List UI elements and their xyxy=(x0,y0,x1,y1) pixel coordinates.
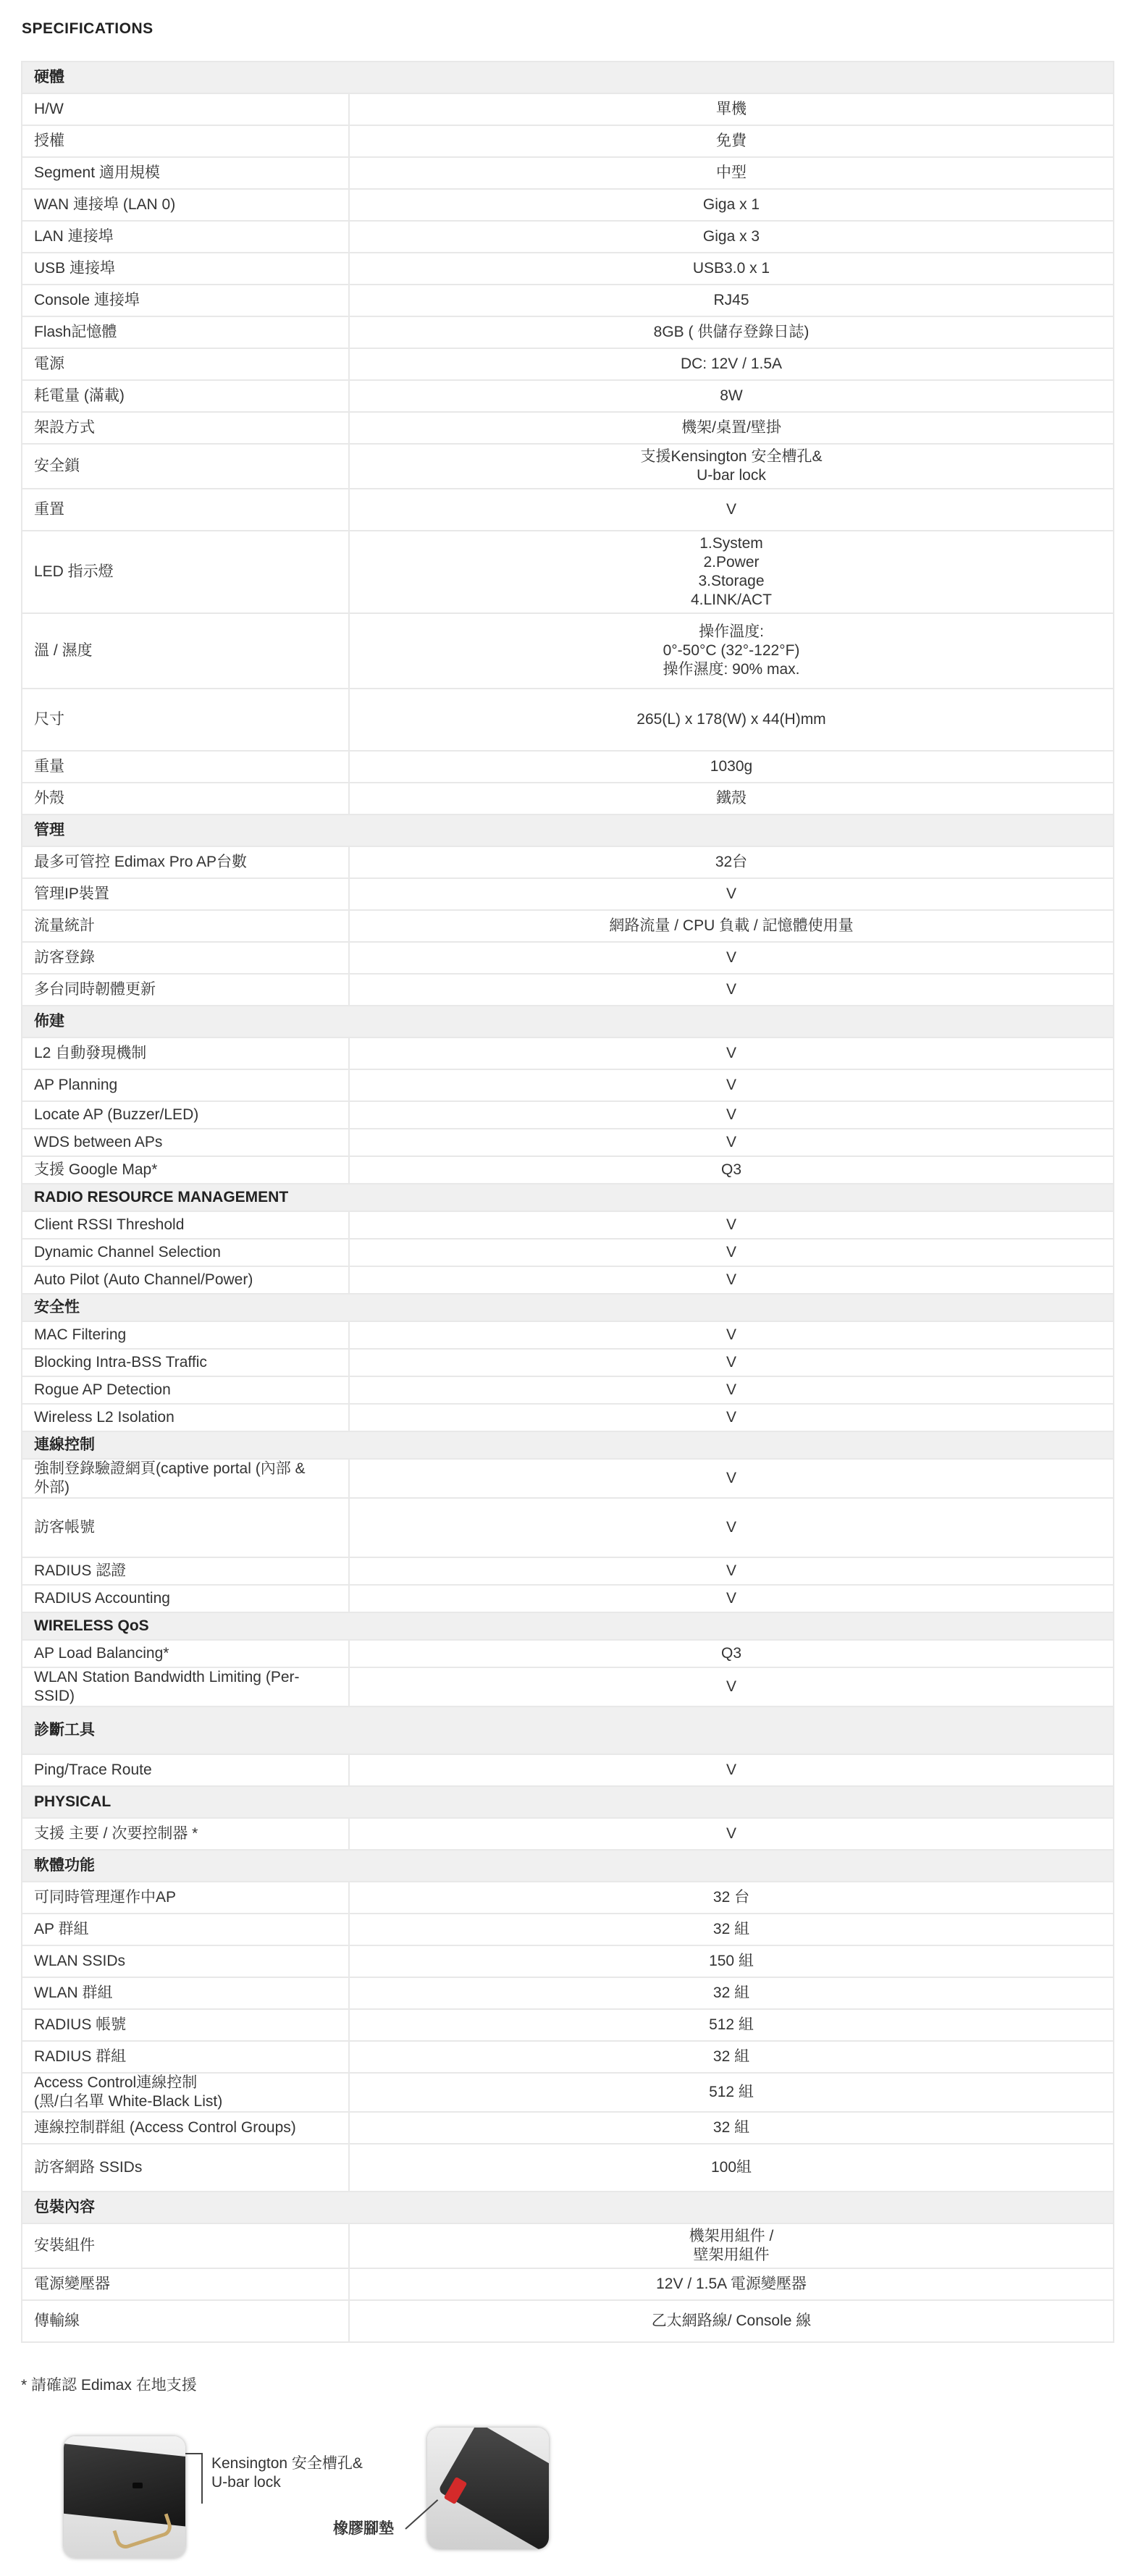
spec-row xyxy=(22,444,1114,489)
spec-row xyxy=(22,878,1114,910)
spec-label: 安裝組件 xyxy=(22,2223,349,2268)
spec-row xyxy=(22,93,1114,125)
spec-value: USB3.0 x 1 xyxy=(349,253,1114,285)
spec-label: Auto Pilot (Auto Channel/Power) xyxy=(22,1266,349,1294)
spec-value: 100組 xyxy=(349,2144,1114,2192)
spec-row xyxy=(22,348,1114,380)
spec-value: V xyxy=(349,1585,1114,1612)
spec-value: V xyxy=(349,1239,1114,1266)
spec-value: V xyxy=(349,1266,1114,1294)
spec-value: V xyxy=(349,1101,1114,1129)
callout-line xyxy=(185,2453,203,2454)
spec-value: 1.System 2.Power 3.Storage 4.LINK/ACT xyxy=(349,531,1114,613)
spec-value: V xyxy=(349,1754,1114,1786)
spec-label: WLAN Station Bandwidth Limiting (Per- SSID) xyxy=(22,1667,349,1706)
spec-label: 連線控制群組 (Access Control Groups) xyxy=(22,2112,349,2144)
spec-value: V xyxy=(349,1321,1114,1349)
callout-line xyxy=(201,2453,203,2504)
spec-label: 管理IP裝置 xyxy=(22,878,349,910)
spec-row xyxy=(22,1156,1114,1184)
spec-label: 尺寸 xyxy=(22,689,349,751)
section-header xyxy=(22,62,1114,93)
spec-row xyxy=(22,1321,1114,1349)
spec-label: AP Load Balancing* xyxy=(22,1640,349,1667)
spec-value: 1030g xyxy=(349,751,1114,783)
rubber-foot-photo xyxy=(427,2428,549,2549)
spec-value: 免費 xyxy=(349,125,1114,157)
spec-row xyxy=(22,253,1114,285)
spec-value: V xyxy=(349,1349,1114,1376)
spec-value: 中型 xyxy=(349,157,1114,189)
spec-label: RADIUS 群組 xyxy=(22,2041,349,2073)
spec-row xyxy=(22,412,1114,444)
spec-value: V xyxy=(349,1404,1114,1431)
spec-label: WLAN SSIDs xyxy=(22,1945,349,1977)
spec-value: Giga x 1 xyxy=(349,189,1114,221)
section-label: RADIO RESOURCE MANAGEMENT xyxy=(22,1184,1114,1211)
spec-row xyxy=(22,1754,1114,1786)
spec-value: V xyxy=(349,1459,1114,1498)
spec-value: V xyxy=(349,1818,1114,1850)
spec-value: V xyxy=(349,1376,1114,1404)
spec-label: 重置 xyxy=(22,489,349,531)
spec-row xyxy=(22,2223,1114,2268)
spec-label: RADIUS 帳號 xyxy=(22,2009,349,2041)
section-header xyxy=(22,1431,1114,1459)
spec-label: L2 自動發現機制 xyxy=(22,1037,349,1069)
spec-value: V xyxy=(349,1129,1114,1156)
spec-row xyxy=(22,2009,1114,2041)
spec-label: AP 群組 xyxy=(22,1914,349,1945)
page-title: SPECIFICATIONS xyxy=(22,20,154,37)
spec-label: Console 連接埠 xyxy=(22,285,349,316)
section-label: 連線控制 xyxy=(22,1431,1114,1459)
kensington-lock-photo xyxy=(64,2436,185,2558)
spec-label: 訪客網路 SSIDs xyxy=(22,2144,349,2192)
spec-value: V xyxy=(349,974,1114,1006)
spec-row xyxy=(22,1404,1114,1431)
spec-label: RADIUS 認證 xyxy=(22,1557,349,1585)
spec-row xyxy=(22,1498,1114,1557)
spec-value: Q3 xyxy=(349,1640,1114,1667)
spec-row xyxy=(22,2073,1114,2112)
spec-row xyxy=(22,2300,1114,2342)
spec-row xyxy=(22,316,1114,348)
spec-value: V xyxy=(349,1037,1114,1069)
spec-value: V xyxy=(349,489,1114,531)
section-header xyxy=(22,815,1114,846)
section-header xyxy=(22,1706,1114,1754)
spec-row xyxy=(22,1349,1114,1376)
spec-value: 網路流量 / CPU 負載 / 記憶體使用量 xyxy=(349,910,1114,942)
spec-label: WDS between APs xyxy=(22,1129,349,1156)
section-header xyxy=(22,1184,1114,1211)
spec-row xyxy=(22,1266,1114,1294)
section-label: 管理 xyxy=(22,815,1114,846)
spec-value: 32台 xyxy=(349,846,1114,878)
section-label: 診斷工具 xyxy=(22,1706,1114,1754)
spec-label: 流量統計 xyxy=(22,910,349,942)
spec-label: 電源變壓器 xyxy=(22,2268,349,2300)
spec-label: Ping/Trace Route xyxy=(22,1754,349,1786)
spec-value: RJ45 xyxy=(349,285,1114,316)
section-header xyxy=(22,1294,1114,1321)
spec-value: 512 組 xyxy=(349,2073,1114,2112)
rubber-foot-callout-label: 橡膠腳墊 xyxy=(333,2520,394,2537)
spec-value: 單機 xyxy=(349,93,1114,125)
spec-row xyxy=(22,1882,1114,1914)
spec-label: 可同時管理運作中AP xyxy=(22,1882,349,1914)
spec-value: 32 組 xyxy=(349,2112,1114,2144)
section-header xyxy=(22,1786,1114,1818)
spec-row xyxy=(22,1667,1114,1706)
spec-row xyxy=(22,531,1114,613)
spec-value: 32 台 xyxy=(349,1882,1114,1914)
spec-row xyxy=(22,1239,1114,1266)
spec-label: Segment 適用規模 xyxy=(22,157,349,189)
spec-label: 授權 xyxy=(22,125,349,157)
spec-label: WLAN 群組 xyxy=(22,1977,349,2009)
spec-label: 傳輸線 xyxy=(22,2300,349,2342)
spec-label: 耗電量 (滿載) xyxy=(22,380,349,412)
spec-row xyxy=(22,1977,1114,2009)
section-label: 包裝內容 xyxy=(22,2192,1114,2223)
spec-value: 操作溫度: 0°-50°C (32°-122°F) 操作濕度: 90% max. xyxy=(349,613,1114,689)
spec-label: 重量 xyxy=(22,751,349,783)
spec-row xyxy=(22,2112,1114,2144)
spec-row xyxy=(22,974,1114,1006)
spec-value: V xyxy=(349,1069,1114,1101)
spec-label: LED 指示燈 xyxy=(22,531,349,613)
spec-value: 8W xyxy=(349,380,1114,412)
footnote: * 請確認 Edimax 在地支援 xyxy=(21,2377,197,2394)
spec-row xyxy=(22,1914,1114,1945)
spec-value: 265(L) x 178(W) x 44(H)mm xyxy=(349,689,1114,751)
spec-row xyxy=(22,489,1114,531)
spec-value: 32 組 xyxy=(349,1977,1114,2009)
spec-label: 最多可管控 Edimax Pro AP台數 xyxy=(22,846,349,878)
spec-label: WAN 連接埠 (LAN 0) xyxy=(22,189,349,221)
spec-label: 支援 主要 / 次要控制器 * xyxy=(22,1818,349,1850)
spec-label: 強制登錄驗證網頁(captive portal (內部 & 外部) xyxy=(22,1459,349,1498)
section-header xyxy=(22,1850,1114,1882)
spec-label: Dynamic Channel Selection xyxy=(22,1239,349,1266)
spec-value: 512 組 xyxy=(349,2009,1114,2041)
spec-label: MAC Filtering xyxy=(22,1321,349,1349)
spec-row xyxy=(22,285,1114,316)
section-label: 軟體功能 xyxy=(22,1850,1114,1882)
spec-row xyxy=(22,2041,1114,2073)
spec-value: 機架用組件 / 壁架用組件 xyxy=(349,2223,1114,2268)
spec-label: Access Control連線控制 (黑/白名單 White-Black List) xyxy=(22,2073,349,2112)
spec-value: 12V / 1.5A 電源變壓器 xyxy=(349,2268,1114,2300)
spec-value: DC: 12V / 1.5A xyxy=(349,348,1114,380)
spec-label: 電源 xyxy=(22,348,349,380)
spec-row xyxy=(22,2268,1114,2300)
spec-value: V xyxy=(349,1498,1114,1557)
spec-row xyxy=(22,1640,1114,1667)
spec-label: 溫 / 濕度 xyxy=(22,613,349,689)
section-label: 安全性 xyxy=(22,1294,1114,1321)
spec-label: 支援 Google Map* xyxy=(22,1156,349,1184)
spec-value: V xyxy=(349,878,1114,910)
section-header xyxy=(22,2192,1114,2223)
section-label: WIRELESS QoS xyxy=(22,1612,1114,1640)
spec-label: Wireless L2 Isolation xyxy=(22,1404,349,1431)
spec-row xyxy=(22,189,1114,221)
spec-row xyxy=(22,1037,1114,1069)
spec-row xyxy=(22,910,1114,942)
spec-label: Blocking Intra-BSS Traffic xyxy=(22,1349,349,1376)
spec-row xyxy=(22,1585,1114,1612)
spec-row xyxy=(22,1211,1114,1239)
section-label: 硬體 xyxy=(22,62,1114,93)
spec-label: 安全鎖 xyxy=(22,444,349,489)
kensington-callout-label: Kensington 安全槽孔& U-bar lock xyxy=(211,2455,363,2491)
spec-value: 32 組 xyxy=(349,1914,1114,1945)
spec-value: Q3 xyxy=(349,1156,1114,1184)
spec-row xyxy=(22,380,1114,412)
spec-value: 支援Kensington 安全槽孔& U-bar lock xyxy=(349,444,1114,489)
spec-row xyxy=(22,1069,1114,1101)
spec-row xyxy=(22,221,1114,253)
spec-label: 外殼 xyxy=(22,783,349,815)
spec-value: Giga x 3 xyxy=(349,221,1114,253)
spec-row xyxy=(22,613,1114,689)
spec-row xyxy=(22,783,1114,815)
spec-value: 150 組 xyxy=(349,1945,1114,1977)
spec-row xyxy=(22,1376,1114,1404)
section-label: 佈建 xyxy=(22,1006,1114,1037)
spec-row xyxy=(22,1101,1114,1129)
spec-label: 多台同時韌體更新 xyxy=(22,974,349,1006)
spec-label: Client RSSI Threshold xyxy=(22,1211,349,1239)
spec-label: Locate AP (Buzzer/LED) xyxy=(22,1101,349,1129)
section-label: PHYSICAL xyxy=(22,1786,1114,1818)
spec-row xyxy=(22,942,1114,974)
spec-row xyxy=(22,125,1114,157)
spec-value: 機架/桌置/壁掛 xyxy=(349,412,1114,444)
spec-value: V xyxy=(349,1667,1114,1706)
section-header xyxy=(22,1006,1114,1037)
spec-label: 訪客帳號 xyxy=(22,1498,349,1557)
spec-row xyxy=(22,1557,1114,1585)
spec-label: H/W xyxy=(22,93,349,125)
spec-row xyxy=(22,1129,1114,1156)
spec-value: V xyxy=(349,1211,1114,1239)
spec-value: V xyxy=(349,1557,1114,1585)
spec-value: 32 組 xyxy=(349,2041,1114,2073)
spec-label: Flash記憶體 xyxy=(22,316,349,348)
spec-label: LAN 連接埠 xyxy=(22,221,349,253)
spec-label: Rogue AP Detection xyxy=(22,1376,349,1404)
spec-label: AP Planning xyxy=(22,1069,349,1101)
section-header xyxy=(22,1612,1114,1640)
spec-row xyxy=(22,846,1114,878)
spec-value: 乙太網路線/ Console 線 xyxy=(349,2300,1114,2342)
spec-row xyxy=(22,751,1114,783)
spec-label: 訪客登錄 xyxy=(22,942,349,974)
spec-row xyxy=(22,157,1114,189)
spec-row xyxy=(22,1818,1114,1850)
spec-value: V xyxy=(349,942,1114,974)
spec-value: 鐵殼 xyxy=(349,783,1114,815)
spec-value: 8GB ( 供儲存登錄日誌) xyxy=(349,316,1114,348)
spec-row xyxy=(22,689,1114,751)
spec-row xyxy=(22,1459,1114,1498)
spec-label: USB 連接埠 xyxy=(22,253,349,285)
spec-row xyxy=(22,1945,1114,1977)
spec-table xyxy=(21,61,1114,2343)
spec-label: 架設方式 xyxy=(22,412,349,444)
spec-label: RADIUS Accounting xyxy=(22,1585,349,1612)
spec-row xyxy=(22,2144,1114,2192)
